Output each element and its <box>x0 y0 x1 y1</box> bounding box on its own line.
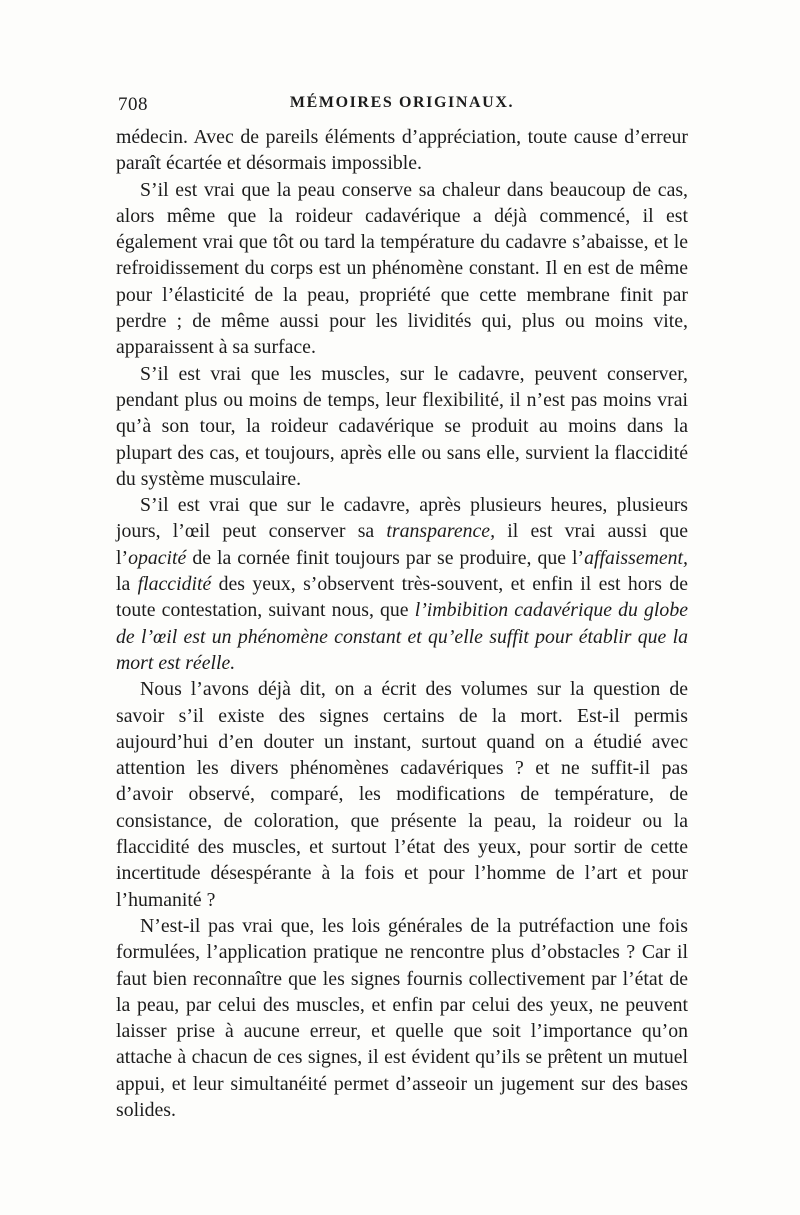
text-run: N’est-il pas vrai que, les lois générales de la putréfaction une fois formulées, l’application pratique ne rencontre plus d’obstacles ? Car il faut bien reconnaître que les signes fournis collectivement par l’état de la peau, par celui des muscles, et enfin par celui des yeux, ne peuvent laisser prise à aucune erreur, et quelle que soit l’importance qu’on attache à chacun de ces signes, il est évident qu’ils se prêtent un mutuel appui, et leur simultanéité permet d’asseoir un jugement sur des bases solides. <box>116 914 688 1121</box>
paragraph <box>116 124 688 177</box>
text-run: médecin. Avec de pareils éléments d’appréciation, toute cause d’erreur paraît écartée et désormais impossible. <box>116 126 688 175</box>
paragraph <box>116 492 688 676</box>
italic-conclusion: l’imbibition cadavérique du globe de l’œil est un phénomène constant et qu’elle suffit pour établir que la mort est réelle. <box>116 599 688 674</box>
italic-term: transparence, <box>386 520 496 543</box>
text-run: S’il est vrai que les muscles, sur le cadavre, peuvent conserver, pendant plus ou moins de temps, leur flexibilité, il n’est pas moins vrai qu’à son tour, la roideur cadavérique se produit au moins dans la plupart des cas, et toujours, après elle ou sans elle, survient la flaccidité du système musculaire. <box>116 362 688 490</box>
text-run: il est vrai aussi que l’ <box>116 520 688 569</box>
paragraph <box>116 676 688 913</box>
italic-term: flaccidité <box>137 573 212 596</box>
paragraph <box>116 177 688 361</box>
running-title: MÉMOIRES ORIGINAUX. <box>289 94 515 111</box>
text-run: des yeux, s’observent très-souvent, et enfin il est hors de toute contestation, suivant nous, que <box>116 573 688 622</box>
italic-term: opacité <box>128 546 187 569</box>
page-number: 708 <box>118 94 148 115</box>
running-head <box>116 94 688 120</box>
paragraph <box>116 913 688 1123</box>
text-run: Nous l’avons déjà dit, on a écrit des volumes sur la question de savoir s’il existe des signes certains de la mort. Est-il permis aujourd’hui d’en douter un instant, surtout quand on a étudié avec attention les divers phénomènes cadavériques ? et ne suffit-il pas d’avoir observé, comparé, les modifications de température, de consistance, de coloration, que présente la peau, la roideur ou la flaccidité des muscles, et surtout l’état des yeux, pour sortir de cette incertitude désespérante à la fois et pour l’homme de l’art et pour l’humanité ? <box>116 678 688 911</box>
text-run: la <box>116 573 138 596</box>
body-text <box>116 124 688 1123</box>
italic-term: affaissement, <box>584 546 688 569</box>
text-run: de la cornée finit toujours par se produire, que l’ <box>186 546 585 569</box>
text-run: S’il est vrai que sur le cadavre, après plusieurs heures, plusieurs jours, l’œil peut conserver sa <box>116 494 688 543</box>
text-run: S’il est vrai que la peau conserve sa chaleur dans beaucoup de cas, alors même que la roideur cadavérique a déjà commencé, il est également vrai que tôt ou tard la température du cadavre s’abaisse, et le refroidissement du corps est un phénomène constant. Il en est de même pour l’élasticité de la peau, propriété que cette membrane finit par perdre ; de même aussi pour les lividités qui, plus ou moins vite, apparaissent à sa surface. <box>116 178 688 359</box>
paragraph <box>116 361 688 492</box>
